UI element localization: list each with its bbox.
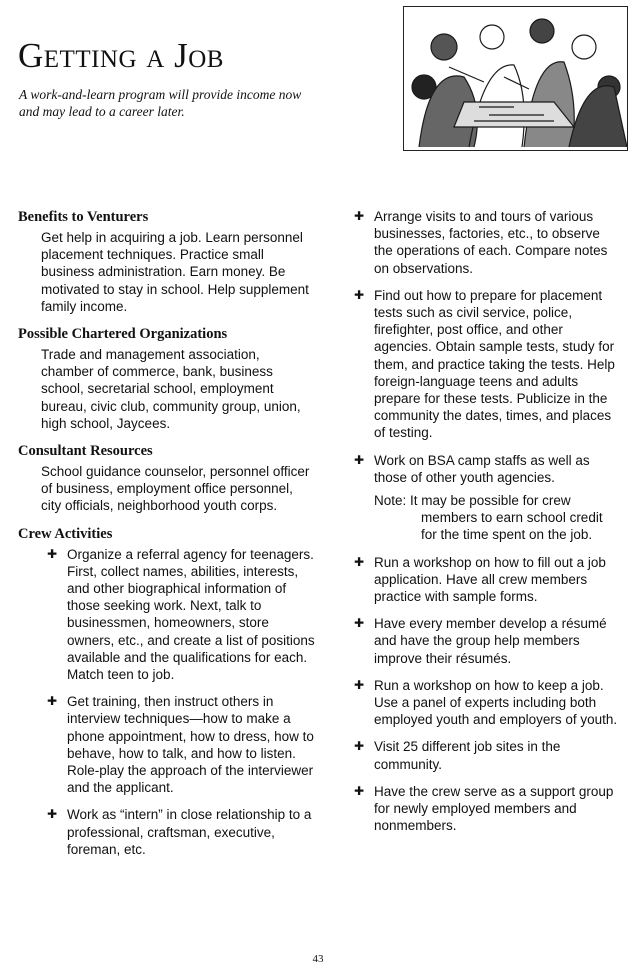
cross-bullet-icon: ✚ (47, 807, 58, 822)
section-heading-consultants: Consultant Resources (18, 443, 153, 460)
cross-bullet-icon: ✚ (354, 783, 365, 798)
page-subtitle: A work-and-learn program will provide income now and may lead to a career later. (19, 87, 302, 119)
cross-bullet-icon: ✚ (354, 209, 365, 223)
list-item (45, 546, 318, 684)
activities-list-right-a (352, 208, 622, 486)
list-item (45, 806, 318, 858)
cross-bullet-icon: ✚ (354, 554, 365, 569)
activity-text: Work as “intern” in close relationship to a professional, craftsman, executive, foreman, etc. (67, 807, 312, 857)
activity-text: Have the crew serve as a support group for newly employed members and nonmembers. (374, 783, 614, 834)
list-item (352, 615, 622, 667)
activity-text: Organize a referral agency for teenagers. First, collect names, abilities, interests, and other biographical information of those seeking work. Next, talk to businessmen, homeowners, store owners, etc., and create a list of positions available and the qualifications for each. Match teen to job. (67, 546, 315, 683)
cross-bullet-icon: ✚ (47, 546, 58, 561)
list-item (352, 554, 622, 606)
cross-bullet-icon: ✚ (354, 677, 365, 692)
activity-text: Run a workshop on how to keep a job. Use a panel of experts including both employed youth and employers of youth. (374, 677, 618, 728)
illustration-icon (403, 6, 628, 151)
section-text-benefits: Get help in acquiring a job. Learn personnel placement techniques. Practice small business administration. Earn money. Be motivated to stay in school. Help supplement family income. (41, 230, 309, 314)
activity-text: Get training, then instruct others in interview techniques—how to make a phone appointment, how to dress, how to behave, how to talk, and how to listen. Role-play the approach of the interviewer and the applicant. (67, 694, 314, 796)
section-text-consultants: School guidance counselor, personnel officer of business, employment office personnel, city officials, neighborhood youth corps. (41, 464, 310, 514)
right-column (352, 208, 622, 845)
note-text: Note: It may be possible for crew members to earn school credit for the time spent on the job. (374, 493, 603, 543)
cross-bullet-icon: ✚ (354, 616, 365, 631)
list-item (352, 208, 622, 277)
activity-text: Find out how to prepare for placement tests such as civil service, police, firefighter, post office, and other agencies. Obtain sample tests, study for them, and practice taking the tests. Help foreign-language teens and adults prepare for these tests. Publicize in the community the dates, times, and places of testing. (374, 287, 615, 441)
section-heading-crew-activities: Crew Activities (18, 525, 113, 542)
left-column (18, 208, 318, 868)
section-heading-benefits: Benefits to Venturers (18, 209, 149, 225)
section-heading-organizations: Possible Chartered Organizations (18, 326, 228, 343)
list-item (45, 693, 318, 796)
section-text-organizations: Trade and management association, chamber of commerce, bank, business school, secretarial school, employment bureau, civic club, community group, union, high school, Jaycees. (41, 347, 301, 431)
activity-text: Have every member develop a résumé and have the group help members improve their résumés. (374, 616, 607, 666)
activities-list-right-b (352, 554, 622, 835)
list-item (352, 287, 622, 442)
activity-text: Work on BSA camp staffs as well as those of other youth agencies. (374, 452, 590, 485)
activity-text: Arrange visits to and tours of various businesses, factories, etc., to observe the operations of each. Compare notes on observations. (374, 209, 608, 276)
page-title: Getting a Job (18, 36, 224, 75)
page-number: 43 (312, 953, 324, 965)
list-item (352, 783, 622, 835)
cross-bullet-icon: ✚ (47, 694, 58, 709)
activity-text: Visit 25 different job sites in the community. (374, 739, 561, 772)
cross-bullet-icon: ✚ (354, 287, 365, 302)
activity-text: Run a workshop on how to fill out a job application. Have all crew members practice with sample forms. (374, 554, 606, 605)
list-item (352, 738, 622, 772)
cross-bullet-icon: ✚ (354, 452, 365, 467)
list-item (352, 452, 622, 486)
activities-list-left (45, 546, 318, 858)
list-item (352, 677, 622, 729)
cross-bullet-icon: ✚ (354, 739, 365, 754)
